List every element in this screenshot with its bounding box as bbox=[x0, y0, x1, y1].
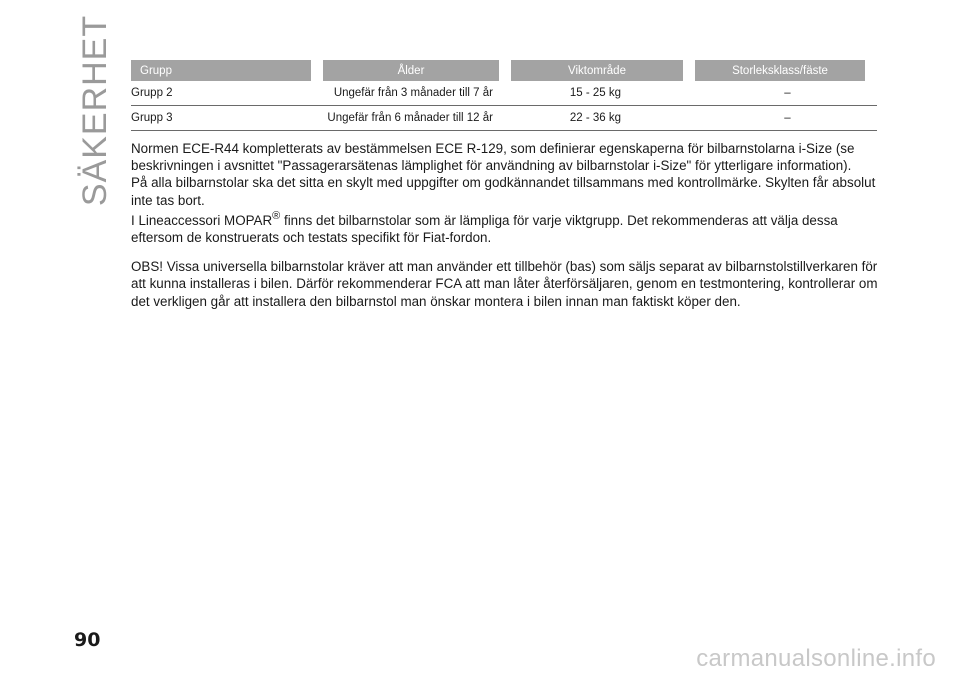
mopar-text-end: finns det bilbarnstolar som är lämpliga för varje viktgrupp. Det rekommenderas att välja dessa eftersom de konstruerats och testats specifikt för Fiat-fordon. bbox=[131, 212, 838, 246]
cell-weight: 15 - 25 kg bbox=[569, 87, 622, 99]
table-row bbox=[131, 106, 877, 131]
mopar-text-start: I Lineaccessori MOPAR bbox=[131, 212, 273, 228]
table-row bbox=[131, 81, 877, 106]
paragraph-approval-label: På alla bilbarnstolar ska det sitta en skylt med uppgifter om godkännandet tillsammans med kontrollmärke. Skylten får absolut inte tas bort. bbox=[131, 175, 876, 208]
child-seat-table bbox=[131, 60, 877, 131]
header-age: Ålder bbox=[323, 60, 499, 81]
header-weight: Viktområde bbox=[511, 60, 683, 81]
cell-group: Grupp 2 bbox=[131, 87, 173, 99]
cell-age: Ungefär från 6 månader till 12 år bbox=[327, 112, 493, 124]
registered-mark: ® bbox=[272, 209, 281, 222]
header-size-class: Storleksklass/fäste bbox=[695, 60, 865, 81]
table-header bbox=[131, 60, 877, 81]
section-title bbox=[70, 14, 122, 206]
paragraph-standard: Normen ECE-R44 kompletterats av bestämmelsen ECE R-129, som definierar egenskaperna för bilbarnstolarna i-Size (se beskrivningen i avsnittet "Passagerarsätenas lämplighet för användning av bilbarnstolar i-Size" för ytterligare information). bbox=[131, 141, 855, 174]
cell-weight: 22 - 36 kg bbox=[569, 112, 622, 124]
cell-age: Ungefär från 3 månader till 7 år bbox=[333, 87, 493, 99]
header-group: Grupp bbox=[131, 60, 311, 81]
watermark: carmanualsonline.info bbox=[696, 645, 936, 672]
cell-group: Grupp 3 bbox=[131, 112, 173, 124]
page-number: 90 bbox=[74, 629, 101, 651]
body-text bbox=[131, 140, 891, 310]
paragraph-mopar bbox=[131, 209, 891, 246]
cell-size-class: – bbox=[784, 87, 791, 99]
paragraph-note: OBS! Vissa universella bilbarnstolar kräver att man använder ett tillbehör (bas) som säljs separat av bilbarnstolstillverkaren för att kunna installeras i bilen. Därför rekommenderar FCA att man låter återförsäljaren, genom en testmontering, kontrollerar om det verkligen går att installera den bilbarnstol man önskar montera i bilen innan man faktiskt köper den. bbox=[131, 259, 878, 309]
cell-size-class: – bbox=[784, 112, 791, 124]
section-title-text: SÄKERHET bbox=[76, 14, 115, 206]
